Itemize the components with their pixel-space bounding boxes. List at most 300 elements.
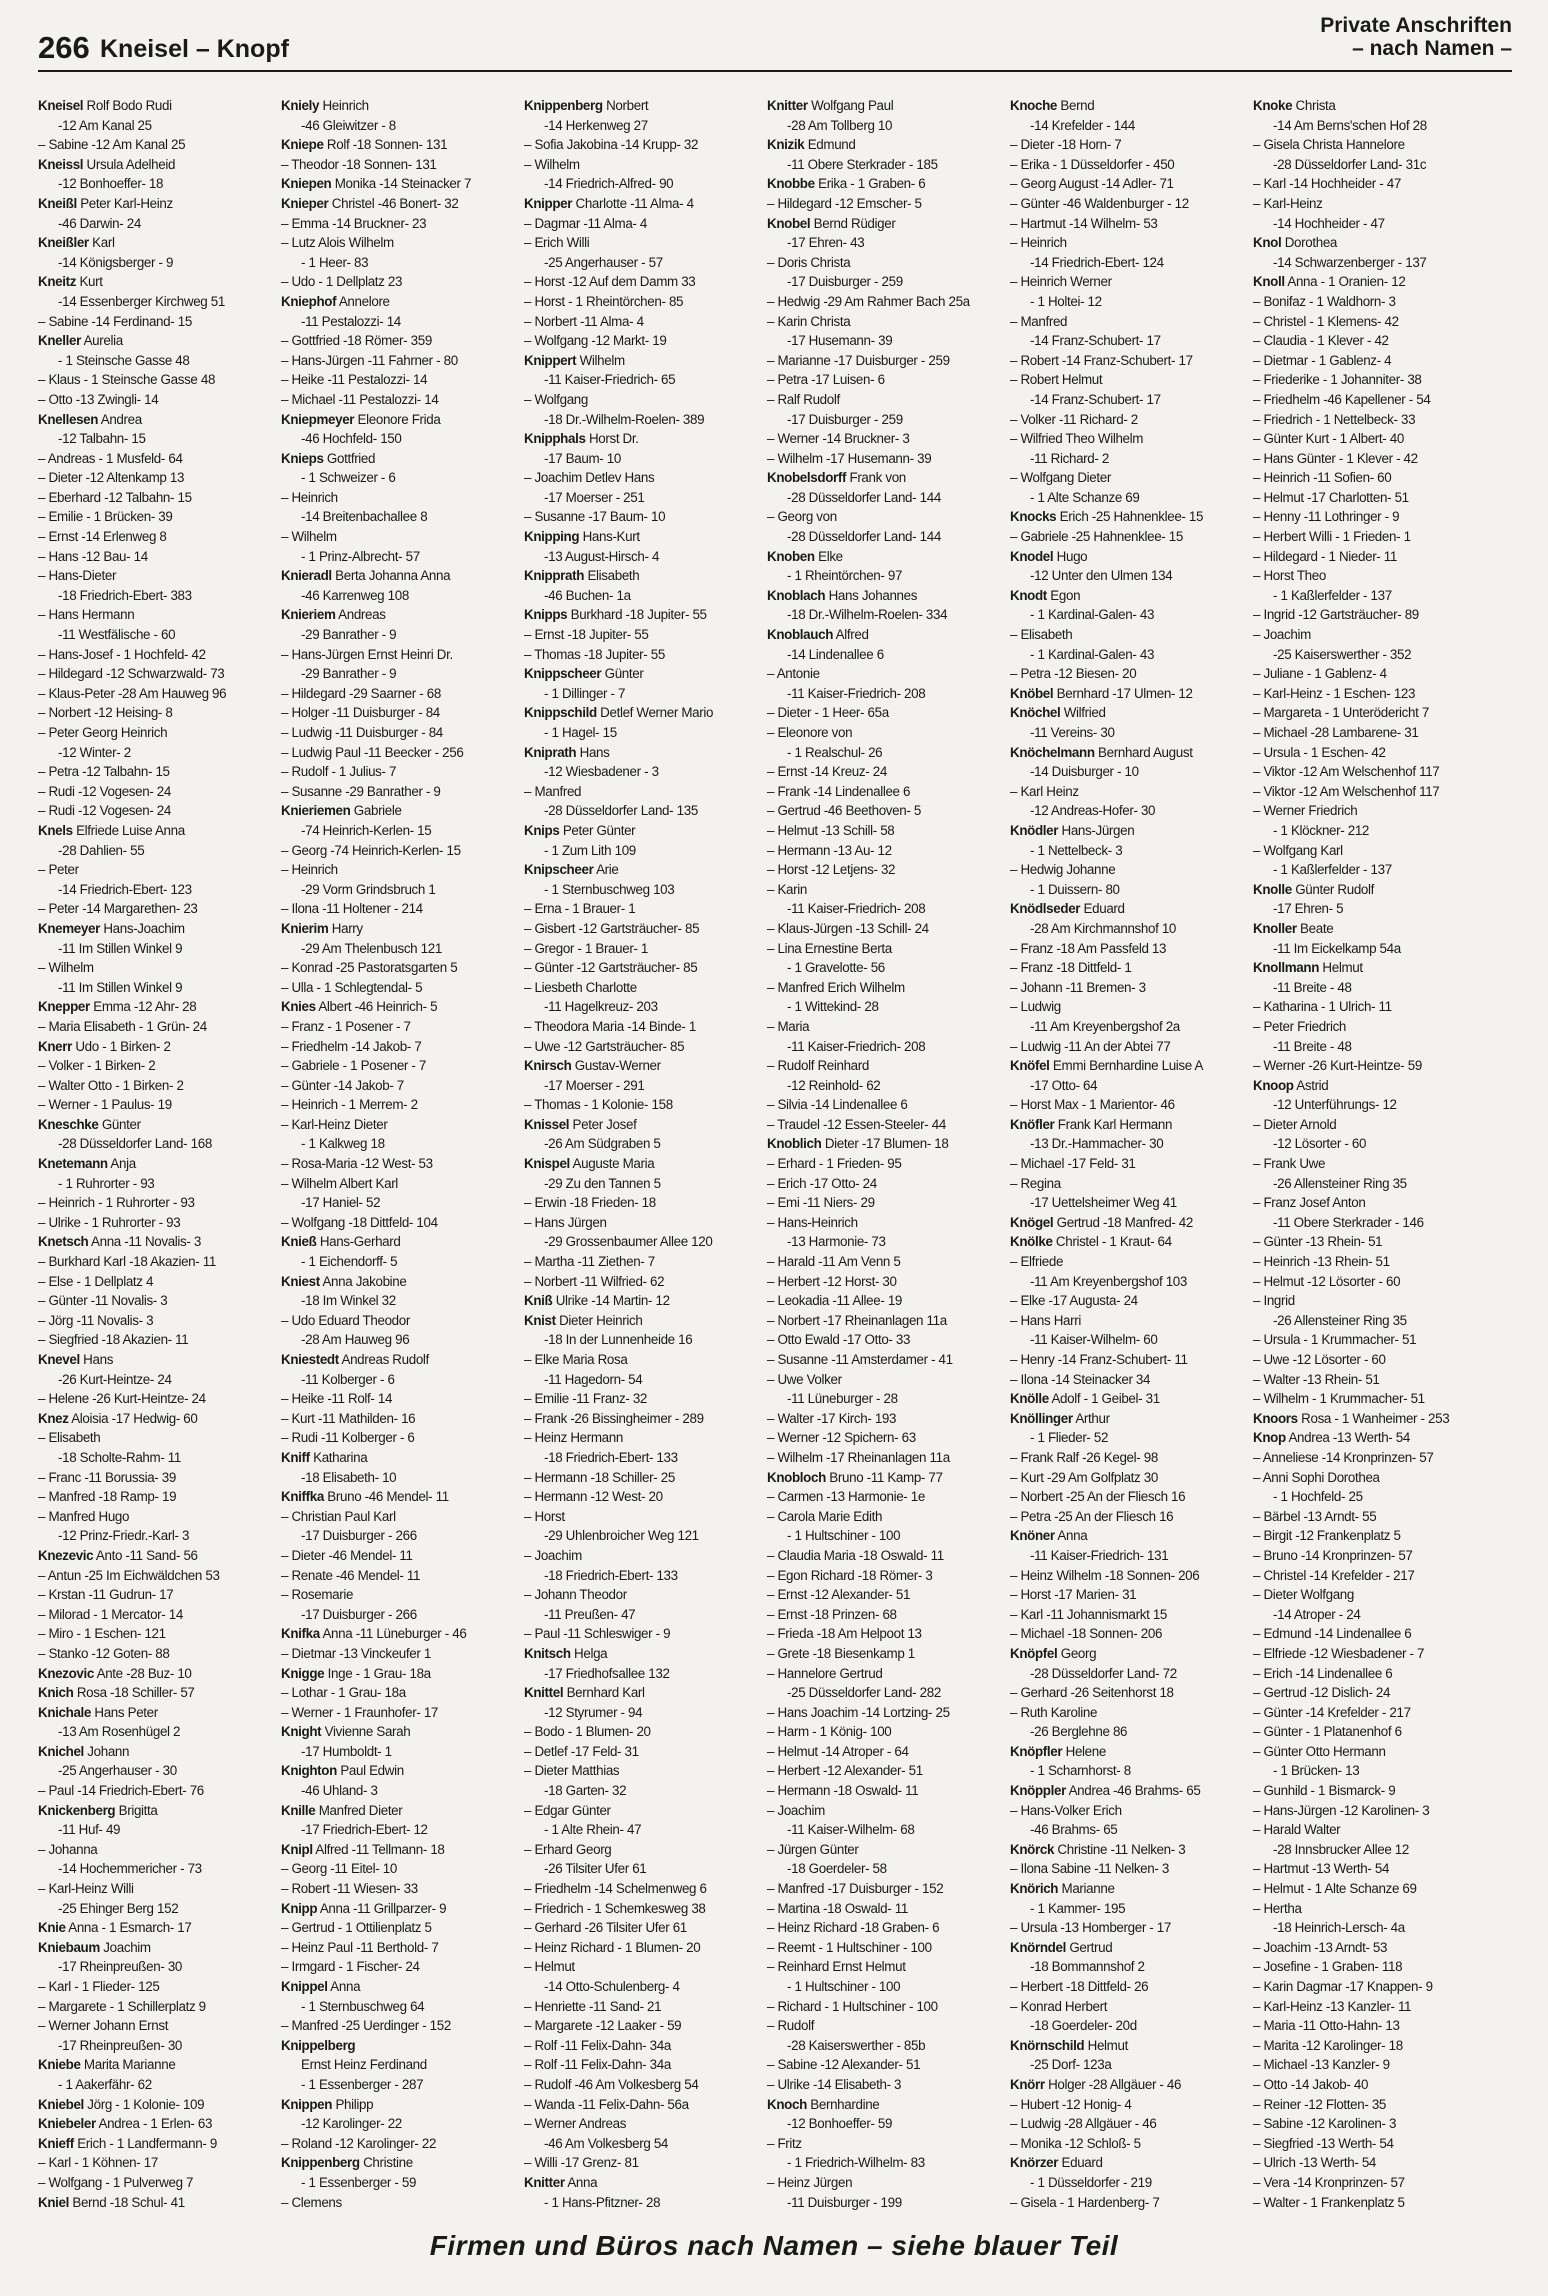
- entry-text: – Wilfried Theo Wilhelm: [1010, 431, 1144, 447]
- directory-entry: [767, 841, 1005, 861]
- entry-text: – Elfriede -12 Wiesbadener - 7: [1253, 1645, 1425, 1661]
- directory-entry: [1010, 1605, 1248, 1625]
- entry-text: Anto -11 Sand- 56: [93, 1547, 198, 1563]
- entry-text: -18 Scholte-Rahm- 11: [58, 1449, 181, 1465]
- directory-entry: [1010, 214, 1248, 234]
- entry-text: – Günter Kurt - 1 Albert- 40: [1253, 431, 1404, 447]
- entry-text: – Robert -14 Franz-Schubert- 17: [1010, 352, 1193, 368]
- surname: Knichale: [38, 1704, 92, 1720]
- entry-text: – Susanne -17 Baum- 10: [524, 509, 666, 525]
- entry-text: – Klaus - 1 Steinsche Gasse 48: [38, 372, 216, 388]
- directory-entry: [38, 1350, 276, 1370]
- directory-entry: [767, 1977, 1005, 1997]
- directory-entry: [767, 2134, 1005, 2154]
- entry-text: -28 Düsseldorfer Land- 31c: [1273, 156, 1427, 172]
- entry-text: -14 Herkenweg 27: [544, 117, 648, 133]
- directory-entry: [1010, 370, 1248, 390]
- entry-text: – Karin: [767, 881, 807, 897]
- directory-entry: [767, 1193, 1005, 1213]
- entry-text: – Henry -14 Franz-Schubert- 11: [1010, 1352, 1188, 1367]
- directory-entry: [524, 1252, 762, 1272]
- entry-text: -14 Atroper - 24: [1273, 1606, 1361, 1622]
- entry-text: -17 Duisburger - 266: [301, 1528, 417, 1544]
- surname: Knörich: [1010, 1881, 1059, 1897]
- directory-entry: [38, 1037, 276, 1057]
- directory-entry: [281, 899, 519, 919]
- directory-entry: [281, 1879, 519, 1899]
- entry-text: – Volker - 1 Birken- 2: [38, 1058, 156, 1074]
- entry-text: -28 Düsseldorfer Land- 168: [58, 1136, 212, 1152]
- directory-entry: [767, 880, 1005, 900]
- directory-entry: [524, 174, 762, 194]
- directory-entry: [281, 233, 519, 253]
- directory-entry: [281, 292, 519, 312]
- directory-entry: [1253, 1781, 1491, 1801]
- surname: Knop: [1253, 1430, 1286, 1446]
- directory-entry: [524, 527, 762, 547]
- directory-entry: [1253, 1389, 1491, 1409]
- directory-entry: [1010, 1683, 1248, 1703]
- entry-text: -18 Goerdeler- 20d: [1030, 2018, 1137, 2034]
- entry-text: – Manfred: [1010, 313, 1068, 329]
- entry-text: - 1 Alte Rhein- 47: [544, 1822, 642, 1838]
- directory-entry: [1253, 2134, 1491, 2154]
- directory-entry: [1253, 2095, 1491, 2115]
- entry-text: – Werner Andreas: [524, 2116, 627, 2132]
- surname: Knellesen: [38, 411, 99, 427]
- directory-entry: [281, 1330, 519, 1350]
- directory-entry: [1010, 253, 1248, 273]
- directory-entry: [1010, 1859, 1248, 1879]
- directory-entry: [767, 2153, 1005, 2173]
- entry-text: – Marianne -17 Duisburger - 259: [767, 352, 950, 368]
- directory-entry: [281, 1683, 519, 1703]
- entry-text: -11 Breite - 48: [1273, 1038, 1352, 1054]
- directory-entry: [524, 703, 762, 723]
- directory-entry: [281, 1232, 519, 1252]
- entry-text: – Viktor -12 Am Welschenhof 117: [1253, 764, 1440, 780]
- entry-text: – Maria: [767, 1018, 810, 1034]
- entry-text: – Frieda -18 Am Helpoot 13: [767, 1626, 922, 1642]
- entry-text: – Georg -11 Eitel- 10: [281, 1861, 397, 1877]
- entry-text: – Ludwig -11 Duisburger - 84: [281, 725, 443, 740]
- directory-entry: [38, 507, 276, 527]
- entry-text: Rolf Bodo Rudi: [83, 98, 172, 113]
- entry-text: -11 Westfälische - 60: [58, 627, 176, 643]
- directory-entry: [1010, 1566, 1248, 1586]
- entry-text: – Ernst -18 Prinzen- 68: [767, 1606, 897, 1622]
- entry-text: – Michael -18 Sonnen- 206: [1010, 1626, 1163, 1642]
- directory-entry: [1253, 96, 1491, 116]
- entry-text: -28 Düsseldorfer Land- 72: [1030, 1665, 1177, 1681]
- surname: Knörck: [1010, 1841, 1055, 1857]
- directory-entry: [524, 1859, 762, 1879]
- directory-entry: [38, 1389, 276, 1409]
- directory-entry: [281, 586, 519, 606]
- entry-text: -11 Am Kreyenbergshof 103: [1030, 1273, 1187, 1289]
- directory-entry: [767, 2212, 1005, 2216]
- directory-entry: [38, 703, 276, 723]
- directory-entry: [38, 939, 276, 959]
- directory-entry: [38, 1448, 276, 1468]
- entry-text: – Paul -14 Friedrich-Ebert- 76: [38, 1783, 204, 1799]
- directory-entry: [1253, 1232, 1491, 1252]
- entry-text: – Krstan -11 Gudrun- 17: [38, 1587, 174, 1603]
- directory-entry: [1253, 958, 1491, 978]
- directory-entry: [1253, 1370, 1491, 1390]
- surname: Kniepe: [281, 137, 324, 153]
- entry-text: Dorothea: [1281, 235, 1338, 251]
- directory-entry: [767, 1115, 1005, 1135]
- directory-entry: [524, 312, 762, 332]
- entry-text: – Rosa-Maria -12 West- 53: [281, 1156, 433, 1172]
- entry-text: – Horst -12 Letjens- 32: [767, 862, 896, 878]
- entry-text: -14 Am Berns'schen Hof 28: [1273, 117, 1427, 133]
- entry-text: – Edmund -14 Lindenallee 6: [1253, 1626, 1412, 1642]
- entry-text: -26 Allensteiner Ring 35: [1273, 1312, 1407, 1328]
- entry-text: – Karl-Heinz Willi: [38, 1881, 134, 1897]
- entry-text: – Bonifaz - 1 Waldhorn- 3: [1253, 293, 1396, 309]
- directory-entry: [524, 370, 762, 390]
- directory-entry: [1010, 1703, 1248, 1723]
- surname: Knöpfler: [1010, 1743, 1063, 1759]
- surname: Knipper: [524, 195, 573, 211]
- directory-entry: [281, 1546, 519, 1566]
- entry-text: -17 Haniel- 52: [301, 1195, 381, 1211]
- entry-text: – Günter -14 Krefelder - 217: [1253, 1704, 1411, 1720]
- entry-text: -11 Kaiser-Friedrich- 208: [787, 1038, 926, 1054]
- directory-entry: [524, 1546, 762, 1566]
- directory-entry: [767, 2055, 1005, 2075]
- entry-text: -12 Wiesbadener - 3: [544, 764, 659, 780]
- entry-text: -28 Kaiserswerther - 85b: [787, 2037, 926, 2053]
- entry-text: Gabriele: [350, 803, 402, 819]
- directory-entry: [767, 1409, 1005, 1429]
- entry-text: – Norbert -25 An der Fliesch 16: [1010, 1489, 1186, 1505]
- entry-text: – Ludwig: [1010, 999, 1061, 1015]
- surname: Knezovic: [38, 1665, 94, 1681]
- entry-text: – Egon Richard -18 Römer- 3: [767, 1567, 933, 1583]
- directory-entry: [38, 410, 276, 430]
- entry-text: Annelore: [336, 293, 390, 309]
- directory-entry: [38, 2095, 276, 2115]
- entry-text: – Günter -12 Gartsträucher- 85: [524, 960, 698, 976]
- entry-text: – Christel - 1 Klemens- 42: [1253, 313, 1399, 329]
- entry-text: Joachim: [99, 1939, 151, 1955]
- entry-text: Elfriede Luise Anna: [72, 822, 185, 838]
- surname: Knödlseder: [1010, 901, 1081, 917]
- entry-text: – Heinz Jürgen: [767, 2174, 853, 2190]
- entry-text: -74 Heinrich-Kerlen- 15: [301, 822, 432, 838]
- directory-entry: [1253, 1272, 1491, 1292]
- surname: Kniprath: [524, 744, 577, 760]
- entry-text: – Margarete -12 Laaker - 59: [524, 2018, 682, 2034]
- entry-text: – Heinrich: [1010, 235, 1067, 251]
- directory-entry: [1010, 292, 1248, 312]
- surname: Knighton: [281, 1763, 337, 1779]
- entry-text: – Erhard Georg: [524, 1841, 612, 1857]
- surname: Knieff: [38, 2135, 74, 2151]
- surname: Knitter: [524, 2174, 565, 2190]
- directory-entry: [281, 253, 519, 273]
- directory-entry: [767, 684, 1005, 704]
- entry-text: – Siegfried -13 Werth- 54: [1253, 2135, 1394, 2151]
- entry-text: Bernhard Karl: [563, 1685, 645, 1701]
- entry-text: – Silvia -14 Lindenallee 6: [767, 1097, 908, 1113]
- directory-entry: [38, 488, 276, 508]
- directory-entry: [524, 194, 762, 214]
- entry-text: – Dieter -46 Mendel- 11: [281, 1547, 413, 1563]
- directory-entry: [767, 1526, 1005, 1546]
- surname: Knie: [38, 1920, 66, 1936]
- directory-entry: [1253, 664, 1491, 684]
- entry-text: -14 Otto-Schulenberg- 4: [544, 1979, 680, 1994]
- directory-columns: [38, 96, 1512, 2216]
- directory-entry: [281, 1742, 519, 1762]
- directory-entry: [1010, 1056, 1248, 1076]
- entry-text: [1290, 2214, 1409, 2216]
- directory-entry: [1253, 1683, 1491, 1703]
- directory-entry: [38, 233, 276, 253]
- surname: Knippelberg: [281, 2037, 356, 2053]
- entry-text: Alfred: [833, 627, 869, 643]
- entry-text: – Werner - 1 Paulus- 19: [38, 1097, 172, 1113]
- directory-entry: [1010, 1879, 1248, 1899]
- entry-text: Bruno -11 Kamp- 77: [825, 1469, 943, 1485]
- directory-entry: [1010, 664, 1248, 684]
- entry-text: -29 Vorm Grindsbruch 1: [301, 881, 436, 897]
- entry-text: Albert -46 Heinrich- 5: [315, 999, 438, 1015]
- entry-text: -12 Unter den Ulmen 134: [1030, 568, 1173, 584]
- entry-text: – Karin Christa: [767, 313, 851, 329]
- directory-entry: [767, 1213, 1005, 1233]
- directory-entry: [767, 370, 1005, 390]
- entry-text: Andreas: [335, 607, 386, 623]
- directory-entry: [524, 1076, 762, 1096]
- directory-entry: [524, 1977, 762, 1997]
- entry-text: Anna Jakobine: [319, 1273, 407, 1289]
- entry-text: – Georg von: [767, 509, 837, 525]
- entry-text: Rosa -18 Schiller- 57: [73, 1685, 195, 1701]
- directory-entry: [281, 1781, 519, 1801]
- entry-text: -12 Am Kanal 25: [58, 117, 152, 133]
- entry-text: – Susanne -11 Amsterdamer - 41: [767, 1352, 953, 1367]
- entry-text: – Wilhelm -17 Rheinanlagen 11a: [767, 1449, 950, 1465]
- directory-entry: [767, 527, 1005, 547]
- entry-text: – Uwe Volker: [767, 1371, 842, 1387]
- entry-text: – Else - 1 Dellplatz 4: [38, 1273, 154, 1289]
- entry-text: Helga: [570, 1645, 608, 1661]
- directory-entry: [1010, 1957, 1248, 1977]
- directory-entry: [1010, 2173, 1248, 2193]
- directory-entry: [767, 292, 1005, 312]
- directory-entry: [281, 331, 519, 351]
- entry-text: Anna - 1 Esmarch- 17: [65, 1920, 192, 1936]
- entry-text: Monika -14 Steinacker 7: [331, 176, 472, 192]
- entry-text: – Uwe -12 Gartsträucher- 85: [524, 1038, 685, 1054]
- directory-entry: [524, 116, 762, 136]
- surname: Knifka: [281, 1626, 320, 1642]
- directory-entry: [38, 1232, 276, 1252]
- entry-text: – Helmut - 1 Alte Schanze 69: [1253, 1881, 1417, 1897]
- directory-entry: [767, 1742, 1005, 1762]
- surname: Knoblauch: [767, 627, 834, 643]
- entry-text: – Manfred Hugo: [38, 1508, 130, 1524]
- directory-entry: [38, 1585, 276, 1605]
- directory-entry: [767, 429, 1005, 449]
- directory-entry: [524, 1448, 762, 1468]
- entry-text: – Hans Günter - 1 Klever - 42: [1253, 450, 1418, 466]
- surname: Knöpfel: [1010, 1645, 1058, 1661]
- directory-entry: [281, 645, 519, 665]
- directory-entry: [1010, 312, 1248, 332]
- directory-entry: [38, 292, 276, 312]
- entry-text: – Miro - 1 Eschen- 121: [38, 1626, 166, 1642]
- entry-text: -11 Obere Sterkrader - 146: [1273, 1214, 1424, 1230]
- entry-text: – Detlef -17 Feld- 31: [524, 1743, 639, 1759]
- entry-text: -12 Karolinger- 22: [301, 2116, 402, 2132]
- directory-entry: [1010, 1134, 1248, 1154]
- entry-text: Georg: [1057, 1645, 1097, 1661]
- entry-text: – Thomas - 1 Kolonie- 158: [524, 1097, 673, 1113]
- directory-entry: [767, 1761, 1005, 1781]
- entry-text: - 1 Essenberger - 59: [301, 2174, 417, 2190]
- entry-text: – Elke -17 Augusta- 24: [1010, 1293, 1138, 1309]
- entry-text: Wilhelm: [576, 352, 625, 368]
- entry-text: – Manfred Erich Wilhelm: [767, 979, 905, 995]
- entry-text: – Ursula - 1 Eschen- 42: [1253, 744, 1386, 760]
- directory-entry: [281, 390, 519, 410]
- entry-text: – Hans Jürgen: [524, 1214, 607, 1230]
- entry-text: – Petra -17 Luisen- 6: [767, 372, 885, 388]
- entry-text: - 1 Düsseldorfer - 219: [1030, 2174, 1152, 2190]
- directory-entry: [281, 1585, 519, 1605]
- surname: Knoop: [1253, 1077, 1294, 1093]
- entry-text: - 1 Steinsche Gasse 48: [58, 352, 190, 368]
- entry-text: -11 Im Stillen Winkel 9: [58, 979, 183, 995]
- directory-entry: [524, 2134, 762, 2154]
- entry-text: -46 Uhland- 3: [301, 1783, 378, 1799]
- directory-entry: [281, 1526, 519, 1546]
- directory-entry: [1010, 1938, 1248, 1958]
- entry-text: -18 Friedrich-Ebert- 383: [58, 587, 192, 603]
- entry-text: -25 Angerhauser - 30: [58, 1763, 177, 1779]
- entry-text: – Wolfgang Karl: [1253, 842, 1343, 858]
- directory-entry: [1253, 1330, 1491, 1350]
- surname: Knoller: [1253, 920, 1297, 936]
- directory-entry: [281, 370, 519, 390]
- surname: Kniebel: [38, 2096, 84, 2112]
- directory-entry: [1010, 723, 1248, 743]
- directory-entry: [38, 116, 276, 136]
- entry-text: -46 Hochfeld- 150: [301, 431, 402, 447]
- directory-entry: [1253, 1585, 1491, 1605]
- surname: Kneissl: [38, 156, 84, 172]
- entry-text: -11 Richard- 2: [1030, 450, 1109, 466]
- entry-text: – Regina: [1010, 1175, 1061, 1191]
- directory-entry: [38, 997, 276, 1017]
- directory-entry: [281, 1859, 519, 1879]
- entry-text: – Michael -28 Lambarene- 31: [1253, 725, 1419, 740]
- surname: Knipping: [524, 529, 580, 545]
- entry-text: -12 Lösorter - 60: [1273, 1136, 1367, 1152]
- entry-text: – Heinrich -11 Sofien- 60: [1253, 470, 1392, 486]
- directory-entry: [38, 174, 276, 194]
- entry-text: – Manfred -18 Ramp- 19: [38, 1489, 177, 1505]
- surname: Knörzer: [1010, 2155, 1059, 2171]
- entry-text: – Petra -12 Talbahn- 15: [38, 764, 170, 780]
- directory-entry: [38, 1252, 276, 1272]
- directory-entry: [767, 1879, 1005, 1899]
- directory-entry: [281, 272, 519, 292]
- entry-text: – Friedhelm -14 Schelmenweg 6: [524, 1881, 707, 1897]
- entry-text: – Ingrid -12 Gartsträucher- 89: [1253, 607, 1419, 623]
- entry-text: – Emi -11 Niers- 29: [767, 1195, 875, 1211]
- directory-entry: [38, 1507, 276, 1527]
- directory-entry: [1010, 1742, 1248, 1762]
- section-title-line-2: – nach Namen –: [1352, 37, 1512, 60]
- entry-text: Erich - 1 Landfermann- 9: [73, 2135, 217, 2151]
- directory-entry: [281, 1134, 519, 1154]
- directory-entry: [38, 331, 276, 351]
- entry-text: -13 Harmonie- 73: [787, 1234, 886, 1250]
- directory-entry: [1010, 1389, 1248, 1409]
- directory-entry: [524, 2055, 762, 2075]
- directory-entry: [767, 2075, 1005, 2095]
- surname: Knoche: [1010, 98, 1058, 113]
- entry-text: – Maria Elisabeth - 1 Grün- 24: [38, 1018, 207, 1034]
- entry-text: Erich -25 Hahnenklee- 15: [1056, 509, 1204, 525]
- entry-text: -29 Uhlenbroicher Weg 121: [544, 1528, 699, 1544]
- directory-entry: [524, 1056, 762, 1076]
- entry-text: – Ernst -18 Jupiter- 55: [524, 627, 649, 643]
- directory-entry: [281, 1095, 519, 1115]
- entry-text: -29 Grossenbaumer Allee 120: [544, 1234, 713, 1250]
- directory-entry: [1253, 899, 1491, 919]
- directory-entry: [1253, 135, 1491, 155]
- entry-text: -28 Düsseldorfer Land- 144: [787, 489, 941, 505]
- entry-text: Bernd Rüdiger: [810, 215, 896, 231]
- directory-entry: [38, 1370, 276, 1390]
- entry-text: – Margareta - 1 Unterödericht 7: [1253, 705, 1429, 721]
- directory-entry: [524, 1370, 762, 1390]
- entry-text: – Wilhelm: [281, 529, 337, 545]
- entry-text: - 1 Sternbuschweg 64: [301, 1998, 425, 2014]
- entry-text: – Ernst -14 Erlenweg 8: [38, 529, 167, 545]
- directory-entry: [524, 2114, 762, 2134]
- directory-entry: [524, 1174, 762, 1194]
- entry-text: -14 Hochheider - 47: [1273, 215, 1385, 231]
- surname: Knieps: [281, 450, 324, 466]
- entry-text: Rosa - 1 Wanheimer - 253: [1297, 1410, 1450, 1426]
- surname: Knoke: [1253, 98, 1293, 113]
- entry-text: Inge - 1 Grau- 18a: [324, 1665, 431, 1681]
- entry-text: Anna: [1054, 1528, 1088, 1544]
- directory-entry: [1253, 1507, 1491, 1527]
- directory-entry: [767, 1683, 1005, 1703]
- directory-entry: [1253, 194, 1491, 214]
- directory-entry: [38, 1859, 276, 1879]
- entry-text: – Helmut -12 Lösorter - 60: [1253, 1273, 1401, 1289]
- surname: Knille: [281, 1802, 316, 1818]
- entry-text: – Ludwig -11 An der Abtei 77: [1010, 1038, 1171, 1054]
- directory-entry: [767, 1546, 1005, 1566]
- directory-entry: [281, 939, 519, 959]
- entry-text: -11 Preußen- 47: [544, 1606, 636, 1622]
- directory-entry: [524, 978, 762, 998]
- entry-text: – Werner -26 Kurt-Heintze- 59: [1253, 1058, 1422, 1074]
- directory-column-5: [1010, 96, 1248, 2216]
